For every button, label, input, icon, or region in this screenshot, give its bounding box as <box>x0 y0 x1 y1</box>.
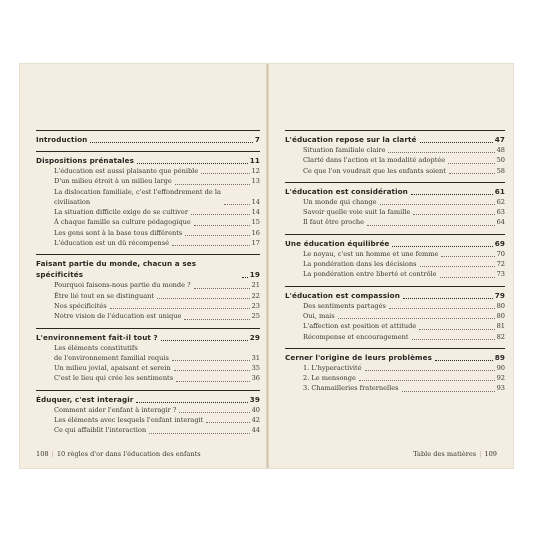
chapter-title: L'éducation repose sur la clarté <box>285 135 417 144</box>
toc-entry[interactable] <box>36 415 260 425</box>
toc-entry[interactable] <box>36 176 260 186</box>
dot-leader <box>175 184 250 185</box>
toc-section <box>285 234 505 280</box>
dot-leader <box>194 225 250 226</box>
chapter-heading[interactable] <box>36 328 260 343</box>
chapter-heading[interactable] <box>36 390 260 405</box>
entry-title: À chaque famille sa culture pédagogique <box>54 218 191 227</box>
entry-title: Les gens sont à la base tous différents <box>54 228 183 237</box>
chapter-title: Introduction <box>36 135 88 144</box>
toc-section <box>36 151 260 248</box>
chapter-heading[interactable] <box>285 286 505 301</box>
chapter-heading[interactable] <box>36 151 260 166</box>
entry-title: 3. Chamailleries fraternelles <box>303 384 399 393</box>
dot-leader <box>149 433 249 434</box>
chapter-title: Dispositions prénatales <box>36 156 135 165</box>
dot-leader <box>441 256 494 257</box>
dot-leader <box>179 412 249 413</box>
entry-title: Pourquoi faisons-nous partie du monde ? <box>54 281 191 290</box>
chapter-title: Éduquer, c'est interagir <box>36 394 134 404</box>
entry-page-number: 50 <box>496 156 505 165</box>
toc-entry[interactable] <box>36 217 260 227</box>
entry-page-number: 22 <box>251 291 260 300</box>
dot-leader <box>389 308 495 309</box>
toc-entry[interactable] <box>36 166 260 176</box>
entry-page-number: 14 <box>251 197 260 206</box>
toc-section <box>36 254 260 321</box>
chapter-page-number: 39 <box>249 394 260 404</box>
chapter-title: L'éducation est compassion <box>285 290 400 300</box>
chapter-heading[interactable] <box>285 182 505 197</box>
dot-leader <box>191 214 250 215</box>
toc-entry[interactable] <box>285 259 505 269</box>
chapter-heading[interactable] <box>285 234 505 249</box>
toc-entry[interactable] <box>285 269 505 279</box>
footer-separator: | <box>51 450 54 458</box>
dot-leader <box>161 340 248 341</box>
entry-title: C'est le lieu qui crée les sentiments <box>54 374 174 383</box>
dot-leader <box>388 152 494 153</box>
dot-leader <box>157 298 250 299</box>
toc-entry[interactable] <box>36 207 260 217</box>
dot-leader <box>206 422 249 423</box>
footer-separator: | <box>479 450 482 458</box>
dot-leader <box>413 214 494 215</box>
toc-section <box>36 390 260 436</box>
entry-title: La pondération dans les décisions <box>303 260 417 269</box>
entry-page-number: 25 <box>251 312 260 321</box>
toc-entry[interactable] <box>285 217 505 227</box>
left-page-footer <box>36 450 201 458</box>
entry-page-number: 13 <box>251 177 260 186</box>
entry-page-number: 40 <box>251 405 260 414</box>
dot-leader <box>380 204 495 205</box>
dot-leader <box>365 370 495 371</box>
entry-title: Savoir quelle voie suit la famille <box>303 208 411 217</box>
toc-entry[interactable] <box>36 238 260 248</box>
entry-page-number: 42 <box>251 416 260 425</box>
entry-page-number: 70 <box>496 249 505 258</box>
entry-title: Il faut être proche <box>303 218 365 227</box>
chapter-page-number: 19 <box>249 270 260 280</box>
entry-title: 2. Le mensonge <box>303 374 356 383</box>
toc-entry[interactable] <box>36 280 260 290</box>
dot-leader <box>172 245 250 246</box>
entry-page-number: 17 <box>251 239 260 248</box>
book-spread <box>20 64 513 468</box>
toc-entry[interactable] <box>285 145 505 155</box>
right-page <box>269 64 513 468</box>
dot-leader <box>136 402 247 403</box>
entry-title: Comment aider l'enfant à interagir ? <box>54 405 177 414</box>
dot-leader <box>110 308 250 309</box>
entry-page-number: 58 <box>496 166 505 175</box>
entry-title: L'éducation est aussi plaisante que pénible <box>54 167 199 175</box>
entry-page-number: 73 <box>496 270 505 279</box>
entry-page-number: 90 <box>496 363 505 372</box>
entry-page-number: 16 <box>251 228 260 237</box>
toc-entry[interactable] <box>36 425 260 435</box>
entry-title: Les éléments avec lesquels l'enfant interagit <box>54 416 204 425</box>
toc-entry[interactable] <box>36 228 260 238</box>
dot-leader <box>137 163 248 164</box>
entry-title: Clarté dans l'action et la modalité adoptée <box>303 156 446 165</box>
chapter-heading[interactable] <box>285 130 505 145</box>
chapter-heading[interactable] <box>36 254 260 280</box>
dot-leader <box>194 288 250 289</box>
toc-entry[interactable] <box>36 311 260 321</box>
entry-title: Des sentiments partagés <box>303 301 386 310</box>
right-page-footer <box>413 450 497 458</box>
chapter-title: L'éducation est considération <box>285 186 408 196</box>
dot-leader <box>176 381 250 382</box>
dot-leader <box>420 142 493 143</box>
entry-page-number: 44 <box>251 426 260 435</box>
dot-leader <box>184 319 249 320</box>
entry-title: Les éléments constitutifs de l'environnement familial requis <box>54 343 169 362</box>
toc-section <box>285 348 505 394</box>
toc-entry[interactable] <box>285 155 505 165</box>
entry-title: Ce qui affaiblit l'interaction <box>54 426 147 435</box>
entry-page-number: 62 <box>496 197 505 206</box>
dot-leader <box>449 173 495 174</box>
toc-section <box>36 130 260 145</box>
dot-leader <box>201 173 249 174</box>
book-title: 10 règles d'or dans l'éducation des enfants <box>56 450 201 458</box>
toc-entry[interactable] <box>36 187 260 208</box>
toc-entry[interactable] <box>285 383 505 393</box>
toc-entry[interactable] <box>36 363 260 373</box>
chapter-title: Une éducation équilibrée <box>285 238 390 248</box>
table-of-contents-left <box>36 130 260 442</box>
chapter-title: L'environnement fait-il tout ? <box>36 332 158 342</box>
dot-leader <box>403 298 493 299</box>
entry-title: D'un milieu étroit à un milieu large <box>54 177 172 186</box>
entry-title: Récompense et encouragement <box>303 332 409 341</box>
dot-leader <box>435 360 493 361</box>
entry-page-number: 93 <box>496 384 505 393</box>
left-page <box>20 64 266 468</box>
entry-title: Être lié tout en se distinguant <box>54 291 155 300</box>
dot-leader <box>392 246 492 247</box>
entry-page-number: 36 <box>251 374 260 383</box>
entry-page-number: 35 <box>251 364 260 373</box>
toc-entry[interactable] <box>285 249 505 259</box>
toc-entry[interactable] <box>285 166 505 176</box>
dot-leader <box>402 391 495 392</box>
dot-leader <box>420 266 495 267</box>
toc-entry[interactable] <box>285 301 505 311</box>
chapter-page-number: 11 <box>249 156 260 165</box>
chapter-page-number: 79 <box>494 290 505 300</box>
dot-leader <box>448 163 494 164</box>
dot-leader <box>411 194 493 195</box>
toc-entry[interactable] <box>36 373 260 383</box>
entry-page-number: 82 <box>496 332 505 341</box>
dot-leader <box>367 225 495 226</box>
entry-page-number: 21 <box>251 281 260 290</box>
toc-entry[interactable] <box>285 197 505 207</box>
entry-title: La situation difficile exige de se cultiver <box>54 208 188 217</box>
toc-entry[interactable] <box>36 291 260 301</box>
entry-title: L'affection est position et attitude <box>303 322 417 331</box>
dot-leader <box>174 370 250 371</box>
entry-page-number: 92 <box>496 374 505 383</box>
dot-leader <box>359 380 495 381</box>
toc-section <box>285 286 505 342</box>
entry-page-number: 23 <box>251 301 260 310</box>
dot-leader <box>90 142 253 143</box>
toc-entry[interactable] <box>36 301 260 311</box>
toc-section <box>285 130 505 176</box>
dot-leader <box>412 339 495 340</box>
entry-page-number: 15 <box>251 218 260 227</box>
table-of-contents-right <box>285 130 505 400</box>
left-page-number: 108 <box>36 450 49 458</box>
toc-entry[interactable] <box>285 207 505 217</box>
dot-leader <box>172 360 250 361</box>
entry-page-number: 72 <box>496 260 505 269</box>
dot-leader <box>224 204 250 205</box>
entry-title: Situation familiale claire <box>303 146 386 154</box>
toc-entry[interactable] <box>285 332 505 342</box>
entry-page-number: 12 <box>251 167 260 175</box>
entry-title: La dislocation familiale, c'est l'effondrement de la civilisation <box>54 187 221 206</box>
dot-leader <box>242 277 248 278</box>
entry-title: 1. L'hyperactivité <box>303 363 362 372</box>
entry-page-number: 81 <box>496 322 505 331</box>
chapter-heading[interactable] <box>285 348 505 363</box>
dot-leader <box>419 329 494 330</box>
toc-section <box>285 182 505 228</box>
entry-page-number: 64 <box>496 218 505 227</box>
entry-title: Un monde qui change <box>303 197 377 206</box>
entry-title: Le noyau, c'est un homme et une femme <box>303 249 439 258</box>
entry-title: Nos spécificités <box>54 301 107 310</box>
toc-section <box>36 328 260 384</box>
chapter-page-number: 47 <box>494 135 505 144</box>
entry-title: L'éducation est un dû récompensé <box>54 239 170 248</box>
toc-entry[interactable] <box>285 321 505 331</box>
toc-entry[interactable] <box>36 343 260 364</box>
dot-leader <box>338 318 495 319</box>
chapter-page-number: 69 <box>494 238 505 248</box>
entry-title: La pondération entre liberté et contrôle <box>303 270 437 279</box>
toc-entry[interactable] <box>285 373 505 383</box>
dot-leader <box>440 277 495 278</box>
entry-title: Notre vision de l'éducation est unique <box>54 312 182 321</box>
chapter-page-number: 7 <box>254 135 260 144</box>
chapter-page-number: 89 <box>494 352 505 362</box>
entry-page-number: 31 <box>251 353 260 362</box>
entry-page-number: 14 <box>251 208 260 217</box>
chapter-heading[interactable] <box>36 130 260 145</box>
dot-leader <box>185 235 249 236</box>
entry-page-number: 80 <box>496 311 505 320</box>
entry-page-number: 48 <box>496 146 505 154</box>
entry-page-number: 63 <box>496 208 505 217</box>
entry-title: Ce que l'on voudrait que les enfants soient <box>303 166 446 175</box>
section-title: Table des matières <box>413 450 477 458</box>
entry-page-number: 80 <box>496 301 505 310</box>
toc-entry[interactable] <box>285 363 505 373</box>
chapter-page-number: 29 <box>249 332 260 342</box>
entry-title: Un milieu jovial, apaisant et serein <box>54 364 171 373</box>
chapter-title: Cerner l'origine de leurs problèmes <box>285 352 433 362</box>
right-page-number: 109 <box>484 450 497 458</box>
chapter-title: Faisant partie du monde, chacun a ses spécificités <box>36 259 197 280</box>
chapter-page-number: 61 <box>494 186 505 196</box>
toc-entry[interactable] <box>36 405 260 415</box>
toc-entry[interactable] <box>285 311 505 321</box>
entry-title: Oui, mais <box>303 311 335 320</box>
